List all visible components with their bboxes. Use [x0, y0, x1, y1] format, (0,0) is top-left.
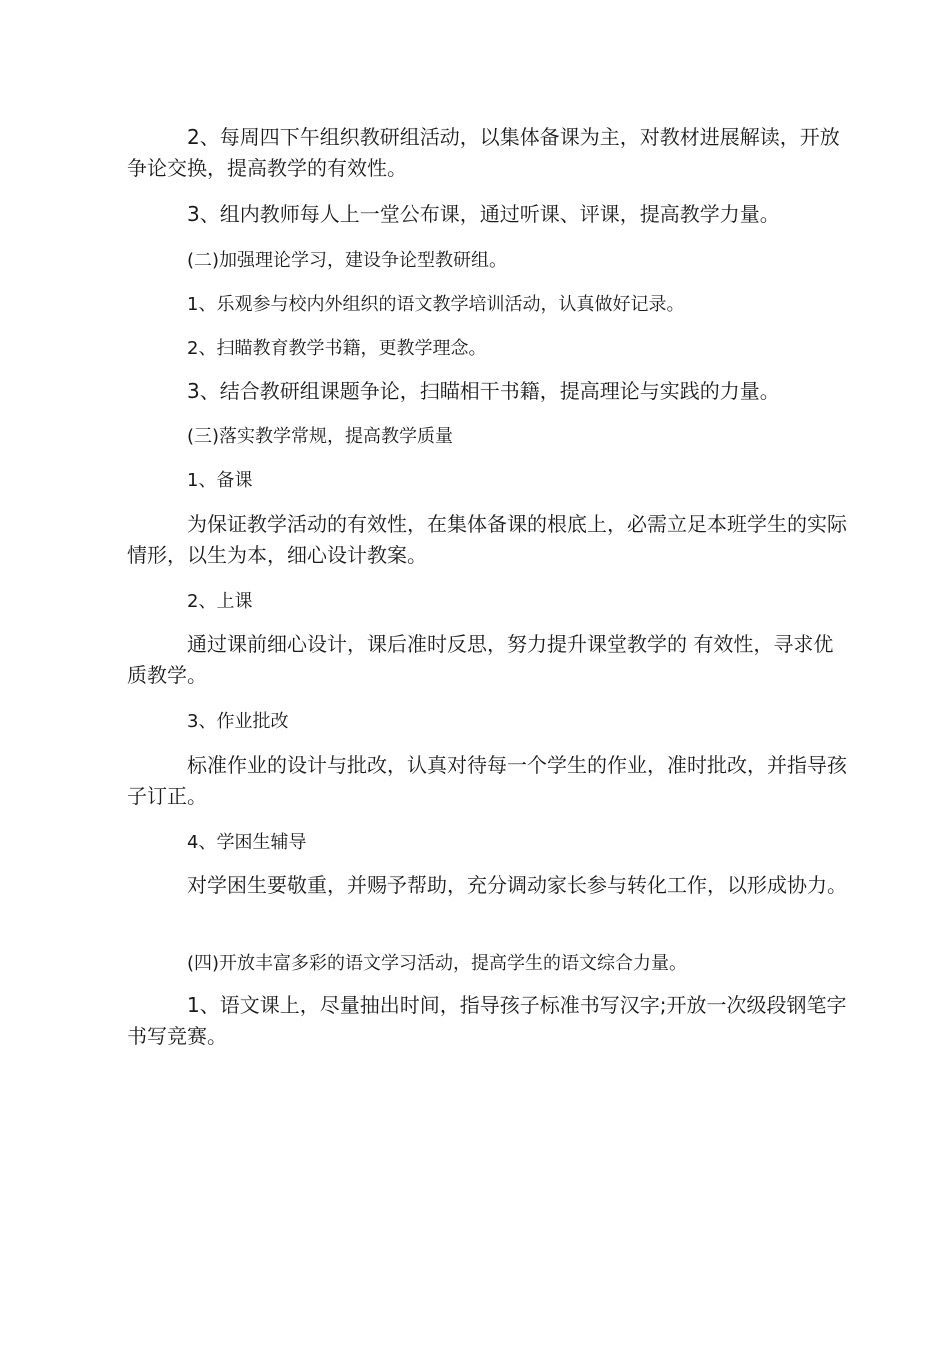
paragraph-handwriting: 1、语文课上，尽量抽出时间，指导孩子标准书写汉字;开放一次级段钢笔字书写竞赛。 [127, 993, 847, 1048]
paragraph-training: 1、乐观参与校内外组织的语文教学培训活动，认真做好记录。 [187, 294, 685, 315]
paragraph-tutoring: 对学困生要敬重，并赐予帮助，充分调动家长参与转化工作，以形成协力。 [187, 873, 847, 897]
section-heading-2: (二)加强理论学习，建设争论型教研组。 [187, 250, 508, 271]
paragraph-theory-practice: 3、结合教研组课题争论，扫瞄相干书籍，提高理论与实践的力量。 [187, 379, 780, 403]
paragraph-open-class: 3、组内教师每人上一堂公布课，通过听课、评课，提高教学力量。 [187, 202, 780, 226]
subheading-tutoring: 4、学困生辅导 [187, 832, 307, 853]
subheading-homework: 3、作业批改 [187, 711, 289, 732]
section-heading-3: (三)落实教学常规，提高教学质量 [187, 426, 454, 447]
paragraph-research-activity: 2、每周四下午组织教研组活动，以集体备课为主，对教材进展解读，开放争论交换，提高教学的有效性。 [127, 125, 840, 180]
subheading-lesson-prep: 1、备课 [187, 470, 253, 491]
paragraph-lesson-prep: 为保证教学活动的有效性，在集体备课的根底上，必需立足本班学生的实际情形，以生为本，细心设计教案。 [127, 512, 847, 567]
paragraph-homework: 标准作业的设计与批改，认真对待每一个学生的作业，准时批改，并指导孩子订正。 [127, 753, 847, 808]
section-heading-4: (四)开放丰富多彩的语文学习活动，提高学生的语文综合力量。 [187, 953, 688, 974]
subheading-class: 2、上课 [187, 591, 253, 612]
paragraph-reading: 2、扫瞄教育教学书籍，更教学理念。 [187, 338, 487, 359]
paragraph-class: 通过课前细心设计，课后准时反思，努力提升课堂教学的 有效性，寻求优质教学。 [127, 632, 834, 687]
